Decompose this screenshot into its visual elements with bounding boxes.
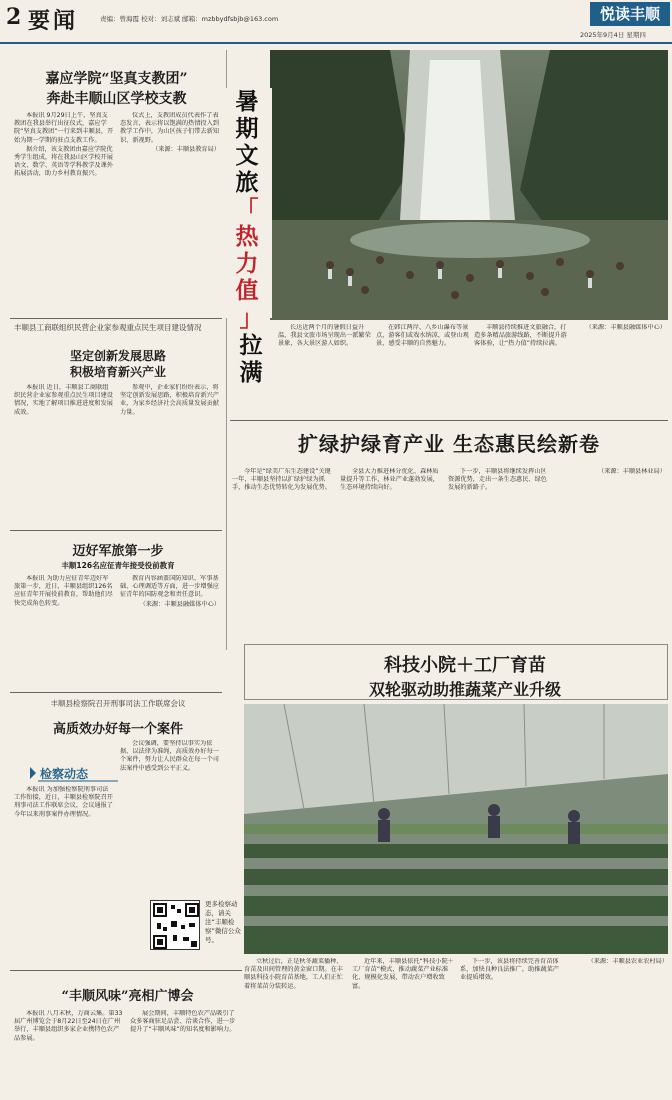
paragraph: 下一步，该县将持续完善育苗体系，加快良种良法推广，助推蔬菜产业提质增效。 — [460, 958, 559, 982]
headline-char: 「 — [235, 196, 259, 223]
headline-char: 值 — [235, 277, 259, 304]
headline-char: 期 — [235, 115, 259, 142]
article3-headline: 迈好军旅第一步 — [72, 544, 164, 559]
article5-body-col2 — [130, 1010, 240, 1095]
headline-char: 热 — [235, 223, 259, 250]
divider — [10, 970, 242, 971]
qr-code-icon — [151, 901, 201, 951]
feature3-headline-1: 科技小院＋工厂育苗 — [384, 655, 546, 676]
article1-headline-2: 奔赴丰顺山区学校支教 — [46, 91, 187, 107]
feature3-headline-2: 双轮驱动助推蔬菜产业升级 — [368, 680, 561, 699]
divider — [10, 530, 222, 531]
article1-body-col1 — [14, 112, 114, 312]
greenhouse-scene-icon — [244, 704, 668, 954]
paragraph: 立秋过后，正是秋冬蔬菜播种、育苗及田间管理的黄金窗口期。在丰顺县科技小院育苗基地，工人们正忙着将菜苗分装转运。 — [244, 958, 343, 990]
section-title: 要闻 — [28, 8, 79, 34]
headline-char: 拉 — [239, 332, 263, 359]
divider — [230, 420, 668, 421]
paragraph: 长达近两个月的暑假日益升温，我县文旅市场呈现出一派繁荣景象，各大景区游人如织。 — [278, 324, 371, 348]
feature-body-col1 — [278, 324, 372, 414]
feature3-body-col1 — [244, 958, 348, 1096]
tag-label: 检察动态 — [40, 767, 89, 781]
waterfall-scene-icon — [270, 50, 668, 320]
headline-char: 旅 — [235, 169, 259, 196]
article4-headline: 高质效办好每一个案件 — [52, 722, 183, 737]
qr-code — [150, 900, 200, 950]
paragraph: 在韩江两岸、八乡山瀑布等景点，游客们或戏水纳凉，或登山观景，感受丰顺的自然魅力。 — [376, 324, 469, 348]
byline: （来源：丰顺县林业局） — [597, 468, 666, 475]
byline: （来源：丰顺县融媒体中心） — [139, 600, 220, 608]
article1-headline-1: 嘉应学院“坚真支教团” — [45, 71, 188, 87]
paragraph: 本报讯 为加强检察院刑事司法工作衔接，近日，丰顺县检察院召开刑事司法工作联席会议，会议通报了今年以来刑事案件办理情况。 — [14, 786, 113, 818]
paragraph: 丰顺县持续推进文旅融合，打造多条精品旅游线路，不断提升游客体验，让“热力值”持续拉满。 — [474, 324, 567, 348]
feature2-body-col1 — [232, 468, 336, 638]
paragraph: 下一步，丰顺县将继续发挥山区资源优势，走出一条生态惠民、绿色发展的新路子。 — [448, 468, 547, 492]
brand-badge: 悦读丰顺 — [590, 2, 670, 26]
paragraph: 展会期间，丰顺特色农产品吸引了众多客商驻足品尝、洽谈合作，进一步提升了“丰顺风味”的知名度和影响力。 — [130, 1010, 236, 1034]
masthead — [0, 0, 672, 42]
paragraph: 本报讯 近日，丰顺县工商联组织民营企业家参观重点民生项目建设情况，实地了解项目推进进度和发展成效。 — [14, 384, 113, 416]
page-number: 2 — [6, 4, 22, 30]
article2-headline-1: 坚定创新发展思路 — [69, 349, 166, 363]
paragraph: 本报讯 八月末秋，万商云集。第33届广州博览会于8月22日至24日在广州举行，丰顺县组织多家企业携特色农产品参展。 — [14, 1010, 123, 1042]
divider — [10, 692, 222, 693]
paragraph: 本报讯 为助力应征青年迈好军旅第一步，近日，丰顺县组织126名应征青年开展役前教育，帮助他们尽快完成角色转变。 — [14, 575, 113, 607]
feature2-body-col2 — [340, 468, 444, 638]
paragraph: 本报讯 9月29日上午，坚真支教团在我县举行出征仪式，嘉应学院“坚真支教团”一行来到丰顺县，开始为期一学期的驻点支教工作。 — [14, 112, 114, 144]
feature3-body-col3 — [460, 958, 564, 1096]
article3-subhead: 丰顺126名应征青年接受役前教育 — [61, 561, 175, 570]
feature3-body-col4 — [568, 958, 668, 1096]
feature2-headline: 扩绿护绿育产业 生态惠民绘新卷 — [298, 432, 600, 456]
paragraph: 会议强调，要坚持以事实为依据、以法律为准绳，高质效办好每一个案件，努力让人民群众在每一个司法案件中感受到公平正义。 — [120, 740, 219, 772]
paragraph: 教育内容涵盖国防知识、军事基础、心理调适等方面，进一步增强应征青年的国防观念和责任意识。 — [120, 575, 219, 599]
feature-vertical-headline-tail — [226, 305, 276, 386]
waterfall-photo — [270, 50, 668, 320]
feature-body-col2 — [376, 324, 470, 414]
feature-body-col3 — [474, 324, 568, 414]
paragraph: 全县大力推进林分优化、森林质量提升等工作，林业产业蓬勃发展，生态环境持续向好。 — [340, 468, 439, 492]
headline-char: 文 — [235, 142, 259, 169]
paragraph: 仪式上，支教团成员代表作了表态发言，表示将以饱满的热情投入到教学工作中，为山区孩子们带去新知识、新视野。 — [120, 112, 219, 144]
article4-kicker: 丰顺县检察院召开刑事司法工作联席会议 — [50, 699, 186, 708]
feature-body-col4 — [572, 324, 666, 414]
byline: （来源：丰顺县教育局） — [151, 145, 220, 153]
feature-vertical-headline — [222, 88, 272, 318]
article4-body-col2 — [120, 740, 220, 895]
divider — [10, 318, 222, 319]
headline-char: 暑 — [235, 88, 259, 115]
feature2-body-col4 — [556, 468, 666, 638]
byline: （来源：丰顺县融媒体中心） — [585, 324, 666, 331]
article2-headline-2: 积极培育新兴产业 — [69, 365, 166, 379]
masthead-rule — [0, 42, 672, 44]
article5-headline: “丰顺风味”亮相广博会 — [61, 989, 194, 1004]
article2-body-col2 — [120, 384, 220, 524]
article5-body-col1 — [14, 1010, 124, 1095]
headline-char: 」 — [239, 305, 263, 332]
inspection-tag — [30, 764, 120, 782]
paragraph: 近年来，丰顺县依托“科技小院＋工厂育苗”模式，推动蔬菜产业标准化、规模化发展，带动农户增收致富。 — [352, 958, 454, 990]
byline: （来源：丰顺县农业农村局） — [587, 958, 668, 965]
article3-body-col2 — [120, 575, 220, 685]
article3-body-col1 — [14, 575, 114, 685]
article2-kicker: 丰顺县工商联组织民营企业家参观重点民生项目建设情况 — [14, 323, 202, 332]
paragraph: 参观中，企业家们纷纷表示，将坚定创新发展思路，积极培育新兴产业，为家乡经济社会高质量发展贡献力量。 — [120, 384, 219, 416]
issue-date: 2025年9月4日 星期四 — [580, 31, 646, 39]
paragraph: 据介绍，该支教团由嘉应学院优秀学生组成，将在我县山区学校开展语文、数学、英语等学科教学及课外拓展活动，助力乡村教育振兴。 — [14, 145, 113, 178]
headline-char: 满 — [239, 359, 263, 386]
seedling-greenhouse-photo — [244, 704, 668, 954]
headline-char: 力 — [235, 250, 259, 277]
feature2-body-col3 — [448, 468, 552, 638]
article4-body-col1 — [14, 786, 114, 966]
credits-line: 责编：曾海霞 校对：刘志斌 邮箱：mzbbydfsbjb@163.com — [100, 15, 279, 23]
qr-caption: 更多检察动态，请关注“丰顺检察”微信公众号。 — [205, 900, 241, 944]
feature3-body-col2 — [352, 958, 456, 1096]
article2-body-col1 — [14, 384, 114, 524]
article1-body-col2 — [120, 112, 220, 312]
paragraph: 今年是“绿美广东生态建设”关键一年，丰顺县坚持以扩绿护绿为抓手，推动生态优势转化为发展优势。 — [232, 468, 331, 492]
